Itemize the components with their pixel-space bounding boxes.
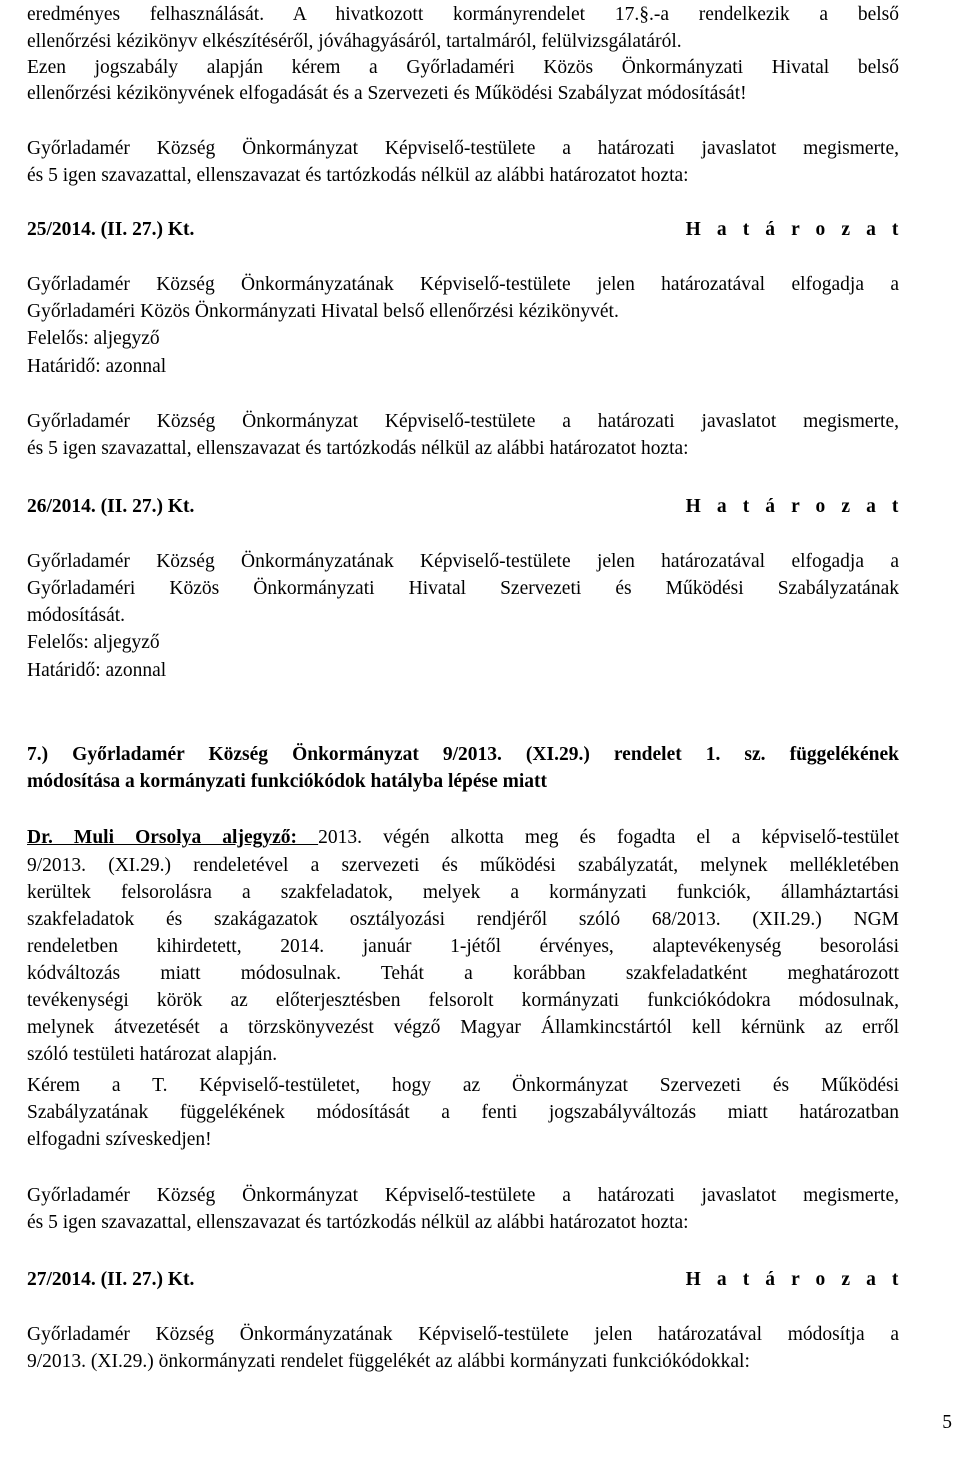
text-line: Győrladamér Község Önkormányzatának Képviselő-testülete jelen határozatával módosítja a bbox=[27, 1324, 899, 1345]
text-line: szakfeladatok és szakágazatok osztályozási rendjéről szóló 68/2013. (XII.29.) NGM bbox=[27, 909, 899, 930]
text-line: 9/2013. (XI.29.) rendeletével a szervezeti és működési szabályzatát, melynek mellékletében bbox=[27, 855, 899, 876]
text-line: Győrladaméri Közös Önkormányzati Hivatal belső ellenőrzési kézikönyvét. bbox=[27, 301, 619, 322]
text-line: Győrladamér Község Önkormányzat Képviselő-testülete a határozati javaslatot megismerte, bbox=[27, 411, 899, 432]
resolution-heading: H a t á r o z a t bbox=[685, 1269, 904, 1290]
resolution-number: 26/2014. (II. 27.) Kt. bbox=[27, 496, 195, 517]
deadline-line: Határidő: azonnal bbox=[27, 660, 167, 681]
resolution-number: 25/2014. (II. 27.) Kt. bbox=[27, 219, 195, 240]
resolution-number: 27/2014. (II. 27.) Kt. bbox=[27, 1269, 195, 1290]
text-line: ellenőrzési kézikönyv elkészítéséről, jóváhagyásáról, tartalmáról, felülvizsgálatáról. bbox=[27, 31, 682, 52]
deadline-line: Határidő: azonnal bbox=[27, 356, 167, 377]
text-line: Győrladamér Község Önkormányzatának Képviselő-testülete jelen határozatával elfogadja a bbox=[27, 551, 899, 572]
text-line: Győrladaméri Közös Önkormányzati Hivatal Szervezeti és Működési Szabályzatának bbox=[27, 578, 899, 599]
text-line: rendeletben kihirdetett, 2014. január 1-jétől érvényes, alaptevékenység besorolási bbox=[27, 936, 899, 957]
text-line: elfogadni szíveskedjen! bbox=[27, 1129, 212, 1150]
text-line: Dr. Muli Orsolya aljegyző: 2013. végén alkotta meg és fogadta el a képviselő-testület bbox=[27, 827, 900, 848]
text-line: melynek átvezetését a törzskönyvezést végző Magyar Államkincstártól kell kérnünk az erről bbox=[27, 1017, 899, 1038]
text-line: kódváltozás miatt módosulnak. Tehát a korábban szakfeladatként meghatározott bbox=[27, 963, 899, 984]
text-line: Szabályzatának függelékének módosítását a fenti jogszabályváltozás miatt határozatban bbox=[27, 1102, 899, 1123]
text-line: Győrladamér Község Önkormányzatának Képviselő-testülete jelen határozatával elfogadja a bbox=[27, 274, 899, 295]
text-line: Ezen jogszabály alapján kérem a Győrladaméri Közös Önkormányzati Hivatal belső bbox=[27, 57, 899, 78]
section-title: 7.) Győrladamér Község Önkormányzat 9/2013. (XI.29.) rendelet 1. sz. függelékének bbox=[27, 744, 899, 765]
text-line: és 5 igen szavazattal, ellenszavazat és tartózkodás nélkül az alábbi határozatot hozta: bbox=[27, 165, 689, 186]
resolution-header bbox=[27, 217, 904, 243]
text-line: módosítását. bbox=[27, 605, 126, 626]
text-line: és 5 igen szavazattal, ellenszavazat és tartózkodás nélkül az alábbi határozatot hozta: bbox=[27, 438, 689, 459]
text-line: Győrladamér Község Önkormányzat Képviselő-testülete a határozati javaslatot megismerte, bbox=[27, 138, 899, 159]
text-line: 9/2013. (XI.29.) önkormányzati rendelet függelékét az alábbi kormányzati funkciókódokkal: bbox=[27, 1351, 750, 1372]
responsible-line: Felelős: aljegyző bbox=[27, 632, 160, 653]
speaker-name: Dr. Muli Orsolya aljegyző: bbox=[27, 827, 319, 848]
resolution-header bbox=[27, 494, 904, 520]
text-line: ellenőrzési kézikönyvének elfogadását és a Szervezeti és Működési Szabályzat módosítását! bbox=[27, 83, 747, 104]
resolution-header bbox=[27, 1267, 904, 1293]
resolution-heading: H a t á r o z a t bbox=[685, 219, 904, 240]
section-title: módosítása a kormányzati funkciókódok hatályba lépése miatt bbox=[27, 771, 548, 792]
text-line: eredményes felhasználását. A hivatkozott kormányrendelet 17.§.-a rendelkezik a belső bbox=[27, 4, 899, 25]
text-line: tevékenységi körök az előterjesztésben felsorolt kormányzati funkciókódokra módosulnak, bbox=[27, 990, 899, 1011]
text-line: és 5 igen szavazattal, ellenszavazat és tartózkodás nélkül az alábbi határozatot hozta: bbox=[27, 1212, 689, 1233]
text-line: szóló testületi határozat alapján. bbox=[27, 1044, 278, 1065]
page-number: 5 bbox=[942, 1412, 952, 1433]
responsible-line: Felelős: aljegyző bbox=[27, 328, 160, 349]
text-line: Kérem a T. Képviselő-testületet, hogy az Önkormányzat Szervezeti és Működési bbox=[27, 1075, 899, 1096]
text-line: Győrladamér Község Önkormányzat Képviselő-testülete a határozati javaslatot megismerte, bbox=[27, 1185, 899, 1206]
text-line: kerültek felsorolásra a szakfeladatok, melyek a kormányzati funkciók, államháztartási bbox=[27, 882, 899, 903]
resolution-heading: H a t á r o z a t bbox=[685, 496, 904, 517]
